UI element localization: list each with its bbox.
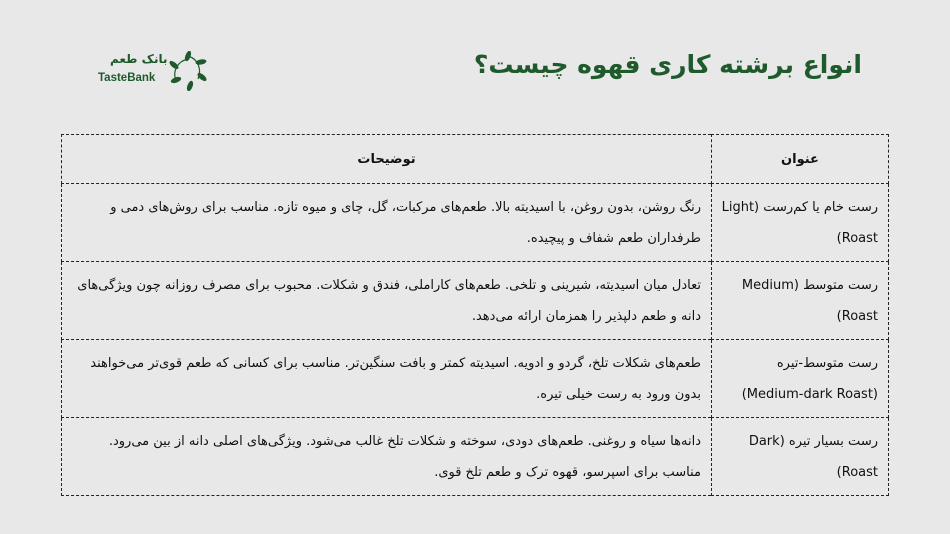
roast-types-table (61, 134, 889, 496)
roast-name: رست متوسط (Medium Roast) (712, 262, 889, 340)
roast-name: رست متوسط-تیره (Medium-dark Roast) (712, 340, 889, 418)
table-row (62, 340, 889, 418)
roast-name: رست خام یا کم‌رست (Light Roast) (712, 184, 889, 262)
roast-description: رنگ روشن، بدون روغن، با اسیدیته بالا. طعم‌های مرکبات، گل، چای و میوه تازه. مناسب برای روش‌های دمی و طرفداران طعم شفاف و پیچیده. (62, 184, 712, 262)
logo-persian-text: بانک طعم (110, 52, 168, 66)
tastebank-logo (98, 48, 210, 96)
roast-description: تعادل میان اسیدیته، شیرینی و تلخی. طعم‌های کاراملی، فندق و شکلات. محبوب برای مصرف روزانه چون ویژگی‌های دانه و طعم دلپذیر را همزمان ارائه می‌دهد. (62, 262, 712, 340)
roast-description: طعم‌های شکلات تلخ، گردو و ادویه. اسیدیته کمتر و بافت سنگین‌تر. مناسب برای کسانی که طعم قوی‌تر می‌خواهند بدون ورود به رست خیلی تیره. (62, 340, 712, 418)
table-row (62, 262, 889, 340)
roast-description: دانه‌ها سیاه و روغنی. طعم‌های دودی، سوخته و شکلات تلخ غالب می‌شود. ویژگی‌های اصلی دانه از بین می‌رود. مناسب برای اسپرسو، قهوه ترک و طعم تلخ قوی. (62, 418, 712, 496)
leaf-wreath-icon (168, 51, 208, 91)
logo-english-text: TasteBank (98, 72, 156, 84)
table-header-row (62, 135, 889, 184)
table-row (62, 418, 889, 496)
table-row (62, 184, 889, 262)
roast-name: رست بسیار تیره (Dark Roast) (712, 418, 889, 496)
header-name: عنوان (712, 135, 889, 184)
page-title: انواع برشته کاری قهوه چیست؟ (473, 50, 862, 79)
header-description: توضیحات (62, 135, 712, 184)
